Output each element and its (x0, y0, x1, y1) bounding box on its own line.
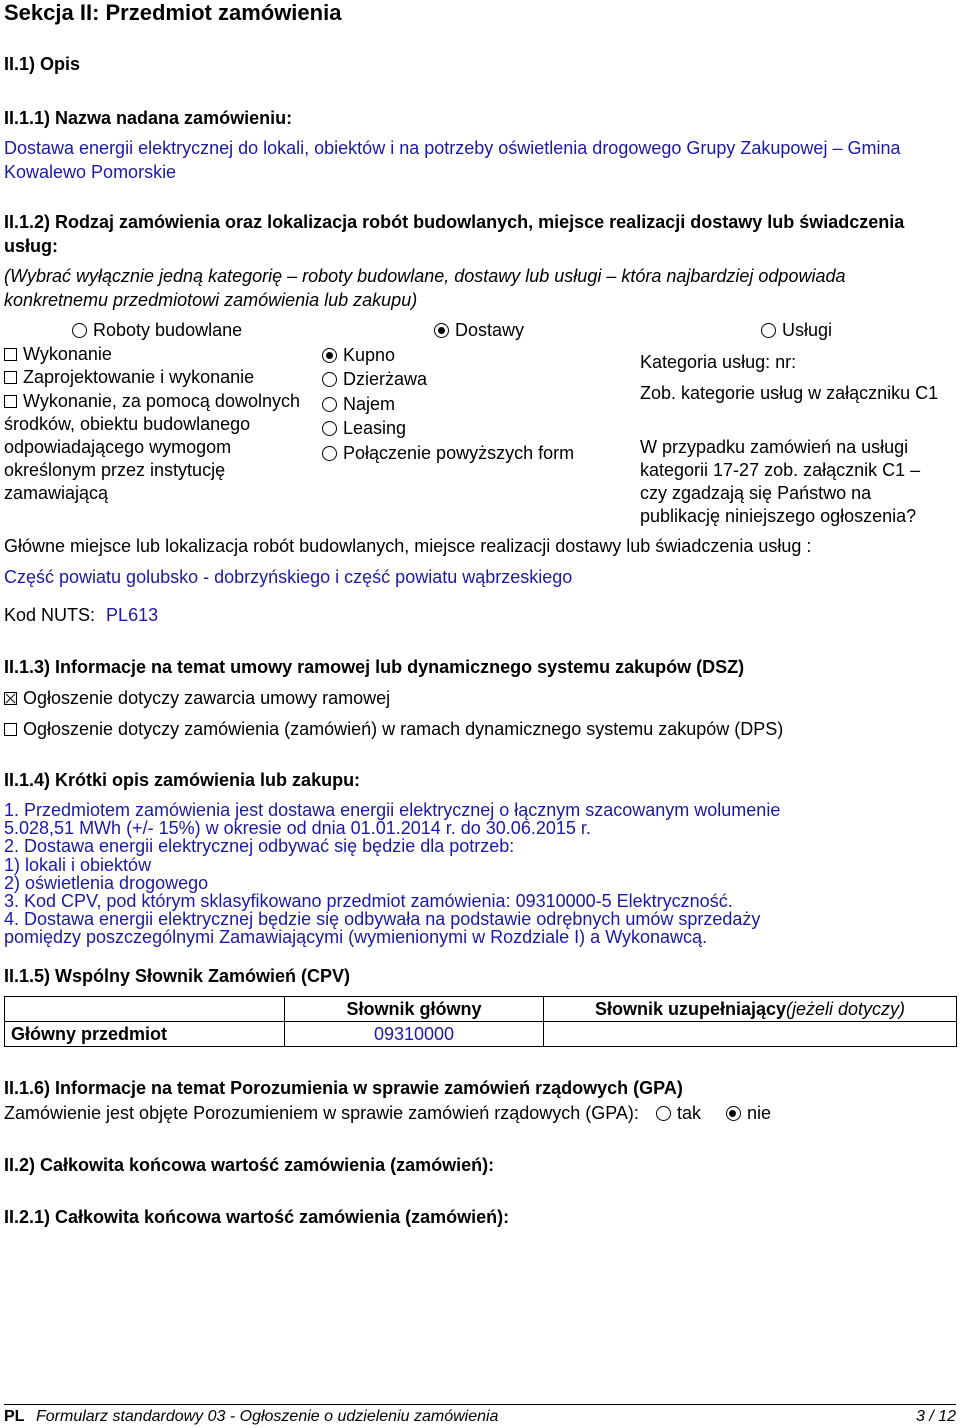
nuts-label: Kod NUTS: (4, 605, 96, 625)
section-title: Sekcja II: Przedmiot zamówienia (4, 0, 342, 25)
framework-option-1: Ogłoszenie dotyczy zawarcia umowy ramowej (4, 688, 390, 709)
checkbox[interactable] (4, 371, 17, 384)
checkbox[interactable] (4, 395, 17, 408)
footer-lang: PL (4, 1408, 25, 1425)
cpv-table (4, 996, 957, 1047)
gpa-no: nie (726, 1103, 771, 1123)
framework-option-2: Ogłoszenie dotyczy zamówienia (zamówień) w ramach dynamicznego systemu zakupów (DPS) (4, 719, 783, 740)
dostawy-option-kupno: Kupno (322, 345, 395, 366)
heading-ii21: II.2.1) Całkowita końcowa wartość zamówienia (zamówień): (4, 1207, 510, 1227)
description-line: 1) lokali i obiektów (4, 854, 152, 875)
radio-dzierzawa[interactable] (322, 372, 337, 387)
uslugi-kategoria: Kategoria usług: nr: (640, 352, 797, 372)
cpv-header-row (5, 997, 957, 1022)
checkbox[interactable] (4, 723, 17, 736)
radio-dostawy[interactable] (434, 323, 449, 338)
dostawy-option-najem: Najem (322, 394, 395, 415)
radio-uslugi[interactable] (761, 323, 776, 338)
radio-roboty[interactable] (72, 323, 87, 338)
roboty-option-1: Wykonanie (4, 344, 112, 365)
dostawy-option-dzierzawa: Dzierżawa (322, 369, 427, 390)
description-line: 5.028,51 MWh (+/- 15%) w okresie od dnia 01.01.2014 r. do 30.06.2015 r. (4, 818, 591, 839)
description-line: 1. Przedmiotem zamówienia jest dostawa energii elektrycznej o łącznym szacowanym wolumenie (4, 800, 781, 820)
category-dostawy: Dostawy (434, 320, 524, 341)
dostawy-option-leasing: Leasing (322, 418, 406, 439)
dostawy-option-polaczenie: Połączenie powyższych form (322, 443, 574, 464)
cpv-row (5, 1022, 957, 1047)
heading-ii12: II.1.2) Rodzaj zamówienia oraz lokalizacja robót budowlanych, miejsce realizacji dostawy lub świadczenia usług: (4, 212, 905, 256)
heading-ii11: II.1.1) Nazwa nadana zamówieniu: (4, 108, 293, 128)
location-label: Główne miejsce lub lokalizacja robót budowlanych, miejsce realizacji dostawy lub świadczenia usług : (4, 536, 812, 556)
description-line: 2) oświetlenia drogowego (4, 872, 209, 893)
cpv-row-main: 09310000 (285, 1022, 544, 1047)
radio-gpa-yes[interactable] (656, 1106, 671, 1121)
cpv-row-label: Główny przedmiot (5, 1022, 285, 1047)
footer-page: 3 / 12 (915, 1408, 956, 1425)
heading-ii16: II.1.6) Informacje na temat Porozumienia w sprawie zamówień rządowych (GPA) (4, 1078, 683, 1098)
heading-ii15: II.1.5) Wspólny Słownik Zamówień (CPV) (4, 966, 351, 986)
category-note: (Wybrać wyłącznie jedną kategorię – roboty budowlane, dostawy lub usługi – która najbardziej odpowiada konkretnemu przedmiotowi zamówienia lub zakupu) (4, 266, 846, 310)
description-line: 3. Kod CPV, pod którym sklasyfikowano przedmiot zamówienia: 09310000-5 Elektryczność. (4, 891, 733, 912)
contract-name: Dostawa energii elektrycznej do lokali, obiektów i na potrzeby oświetlenia drogowego Grupy Zakupowej – Gmina Kowalewo Pomorskie (4, 138, 901, 182)
short-description (4, 801, 780, 947)
category-roboty: Roboty budowlane (72, 320, 242, 341)
footer-form: Formularz standardowy 03 - Ogłoszenie o udzieleniu zamówienia (36, 1408, 499, 1425)
location-value: Część powiatu golubsko - dobrzyńskiego i część powiatu wąbrzeskiego (4, 567, 573, 587)
cpv-row-extra (544, 1022, 957, 1047)
heading-ii13: II.1.3) Informacje na temat umowy ramowej lub dynamicznego systemu zakupów (DSZ) (4, 657, 745, 677)
nuts-value: PL613 (106, 605, 159, 625)
cpv-header-main: Słownik główny (285, 997, 544, 1022)
footer-divider (4, 1404, 956, 1405)
description-line: 2. Dostawa energii elektrycznej odbywać się będzie dla potrzeb: (4, 836, 515, 857)
radio-leasing[interactable] (322, 421, 337, 436)
roboty-option-3: Wykonanie, za pomocą dowolnych środków, obiektu budowlanego odpowiadającego wymogom określonym przez instytucję zamawiającą (4, 391, 300, 503)
roboty-option-2: Zaprojektowanie i wykonanie (4, 367, 254, 388)
cpv-header-extra: Słownik uzupełniający(jeżeli dotyczy) (544, 997, 957, 1022)
category-uslugi: Usługi (761, 320, 832, 341)
radio-polaczenie[interactable] (322, 446, 337, 461)
gpa-row (4, 1103, 771, 1124)
description-line: pomiędzy poszczególnymi Zamawiającymi (wymienionymi w Rozdziale I) a Wykonawcą. (4, 927, 708, 948)
checkbox-checked[interactable] (4, 692, 17, 705)
checkbox[interactable] (4, 348, 17, 361)
heading-ii2: II.2) Całkowita końcowa wartość zamówienia (zamówień): (4, 1155, 495, 1175)
radio-najem[interactable] (322, 397, 337, 412)
gpa-yes: tak (656, 1103, 701, 1123)
heading-ii14: II.1.4) Krótki opis zamówienia lub zakupu: (4, 770, 361, 790)
radio-gpa-no[interactable] (726, 1106, 741, 1121)
description-line: 4. Dostawa energii elektrycznej będzie się odbywała na podstawie odrębnych umów sprzedaży (4, 909, 761, 930)
uslugi-zob: Zob. kategorie usług w załączniku C1 (640, 383, 939, 403)
cpv-header-empty (5, 997, 285, 1022)
heading-ii1: II.1) Opis (4, 54, 81, 74)
uslugi-question: W przypadku zamówień na usługi kategorii 17-27 zob. załącznik C1 – czy zgadzają się Państwo na publikację niniejszego ogłoszenia? (640, 437, 921, 526)
gpa-question: Zamówienie jest objęte Porozumieniem w sprawie zamówień rządowych (GPA): (4, 1103, 639, 1123)
nuts-row (4, 605, 158, 626)
radio-kupno[interactable] (322, 348, 337, 363)
